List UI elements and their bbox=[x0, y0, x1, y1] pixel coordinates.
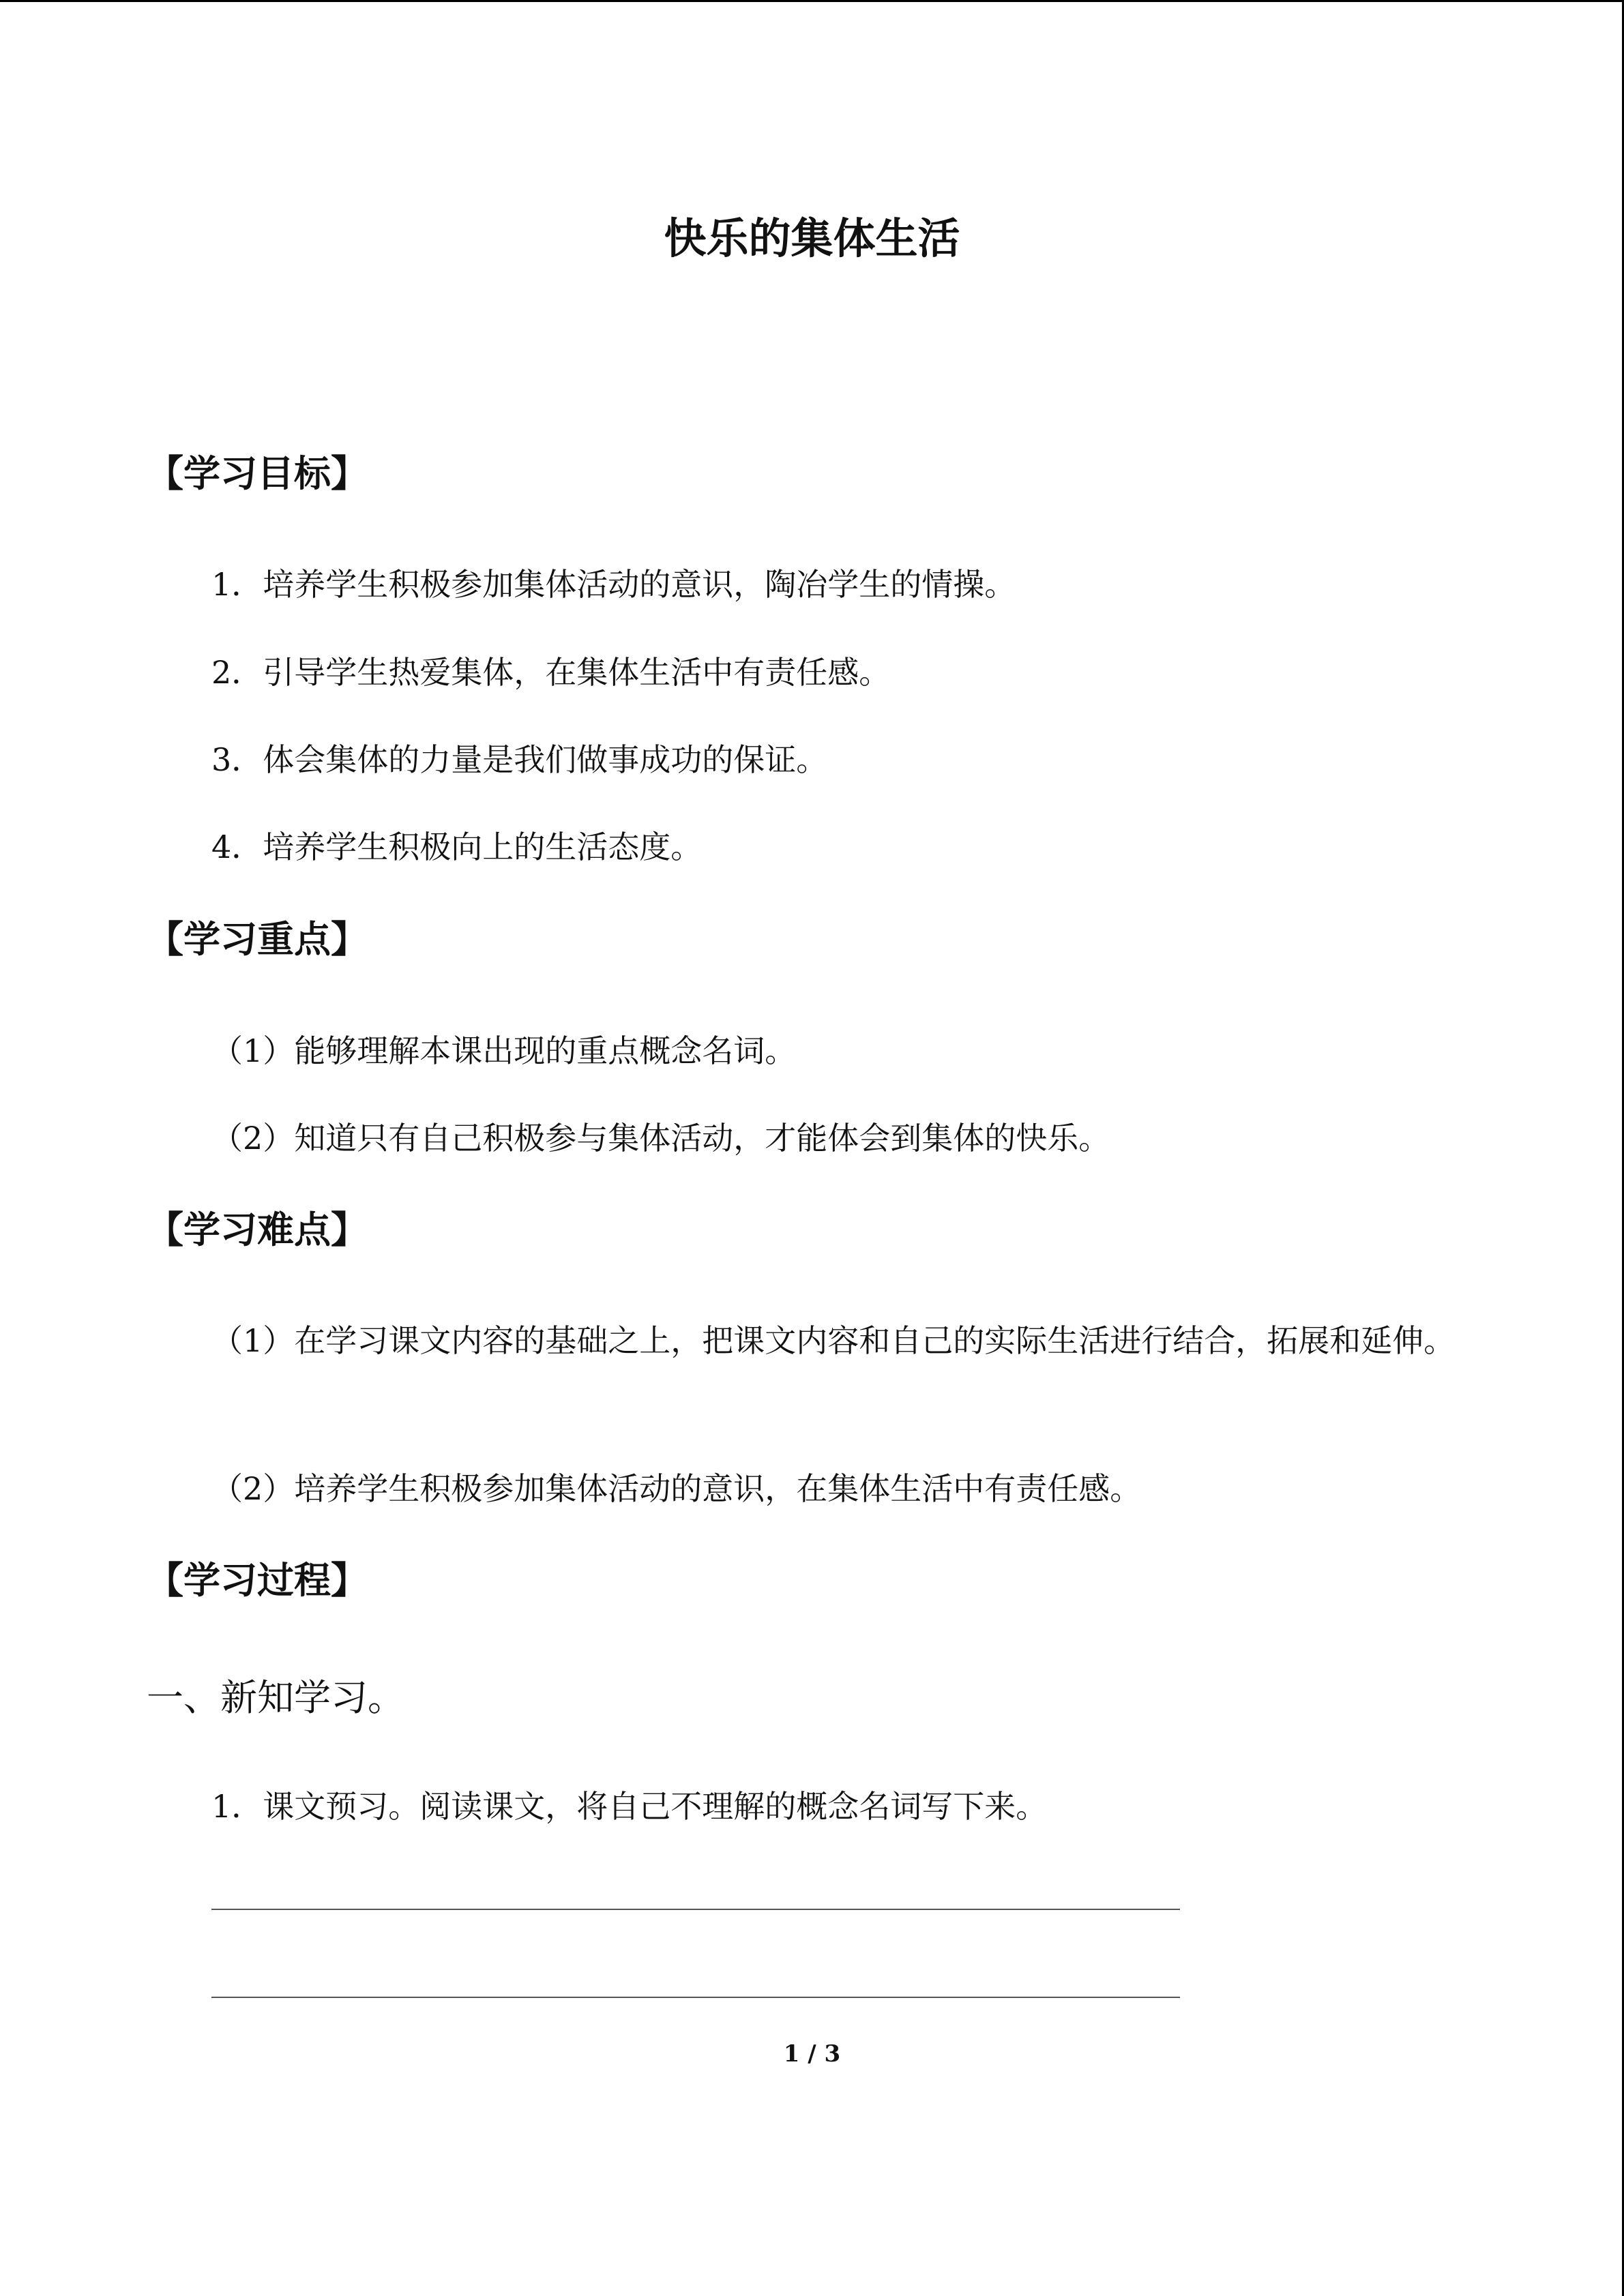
key-points-heading: 【学习重点】 bbox=[147, 918, 368, 961]
objective-item-1: 1．培养学生积极参加集体活动的意识，陶冶学生的情操。 bbox=[211, 566, 1016, 603]
page-number: 1 / 3 bbox=[783, 2040, 841, 2068]
process-heading: 【学习过程】 bbox=[147, 1559, 368, 1602]
key-point-item-1: （1）能够理解本课出现的重点概念名词。 bbox=[211, 1032, 797, 1069]
process-item-1: 1．课文预习。阅读课文，将自己不理解的概念名词写下来。 bbox=[211, 1788, 1048, 1825]
part-one-heading: 一、新知学习。 bbox=[147, 1676, 404, 1719]
difficulty-item-2: （2）培养学生积极参加集体活动的意识，在集体生活中有责任感。 bbox=[211, 1470, 1142, 1507]
difficulties-heading: 【学习难点】 bbox=[147, 1208, 368, 1251]
page-border-top bbox=[0, 0, 1624, 2]
objective-item-4: 4．培养学生积极向上的生活态度。 bbox=[211, 829, 703, 865]
objectives-heading: 【学习目标】 bbox=[147, 452, 368, 495]
objective-item-3: 3．体会集体的力量是我们做事成功的保证。 bbox=[211, 741, 828, 778]
objective-item-2: 2．引导学生热爱集体，在集体生活中有责任感。 bbox=[211, 654, 891, 691]
difficulty-item-1: （1）在学习课文内容的基础之上，把课文内容和自己的实际生活进行结合，拓展和延伸。 bbox=[211, 1322, 1456, 1359]
answer-line-2[interactable] bbox=[211, 1997, 1180, 1998]
answer-line-1[interactable] bbox=[211, 1909, 1180, 1910]
page-title: 快乐的集体生活 bbox=[664, 213, 960, 263]
key-point-item-2: （2）知道只有自己积极参与集体活动，才能体会到集体的快乐。 bbox=[211, 1120, 1110, 1157]
